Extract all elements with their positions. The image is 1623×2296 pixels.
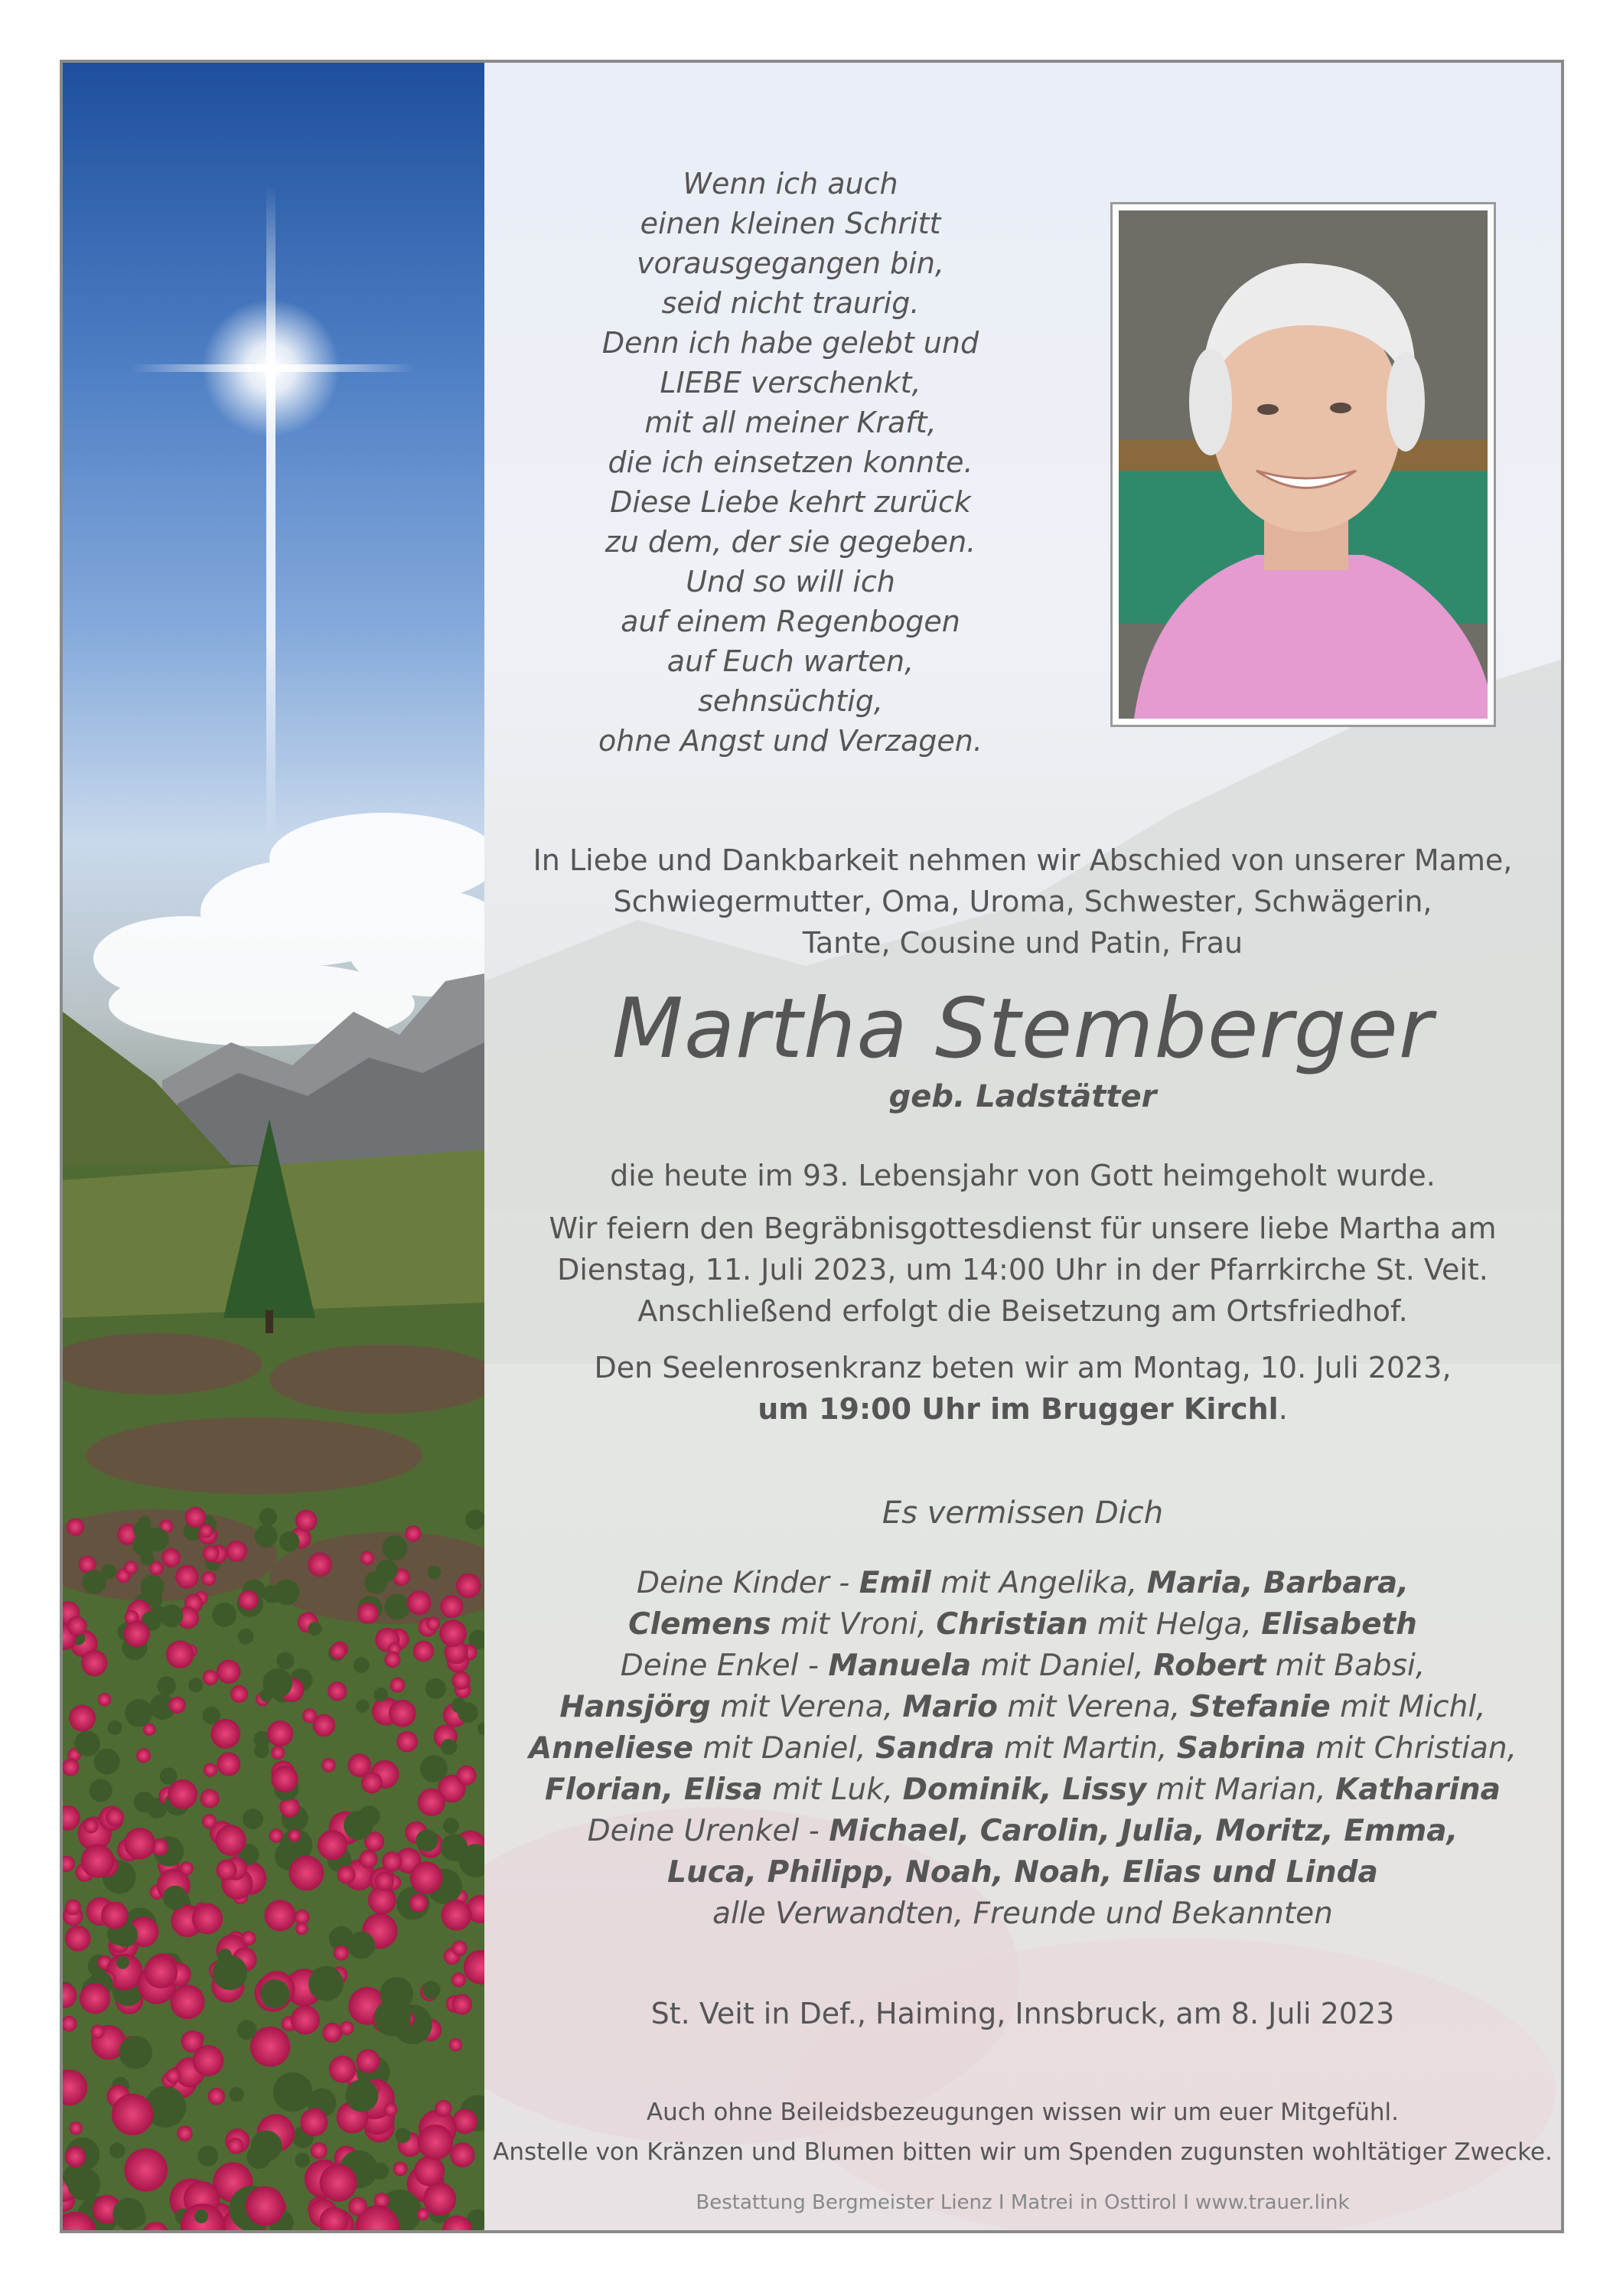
family-text: mit Vroni, — [771, 1607, 937, 1642]
landscape-image — [63, 63, 484, 2230]
family-text: mit Luk, — [762, 1773, 903, 1807]
obituary-card — [60, 60, 1564, 2233]
poem-line: Diese Liebe kehrt zurück — [610, 485, 971, 519]
rosary-line-1: Den Seelenrosenkranz beten wir am Montag, 10. Juli 2023, — [594, 1351, 1452, 1384]
family-name: Stefanie — [1189, 1690, 1331, 1724]
family-name: Manuela — [828, 1649, 972, 1683]
family-name: Clemens — [628, 1607, 771, 1642]
family-text: mit Angelika, — [930, 1566, 1147, 1600]
intro-line: In Liebe und Dankbarkeit nehmen wir Abschied von unserer Mame, — [533, 843, 1513, 877]
poem-line: einen kleinen Schritt — [640, 207, 941, 240]
landscape-strip — [63, 63, 484, 2230]
family-line — [484, 1563, 1561, 1604]
poem — [561, 164, 1020, 761]
family-name: Robert — [1153, 1649, 1266, 1683]
poem-line: auf Euch warten, — [666, 644, 914, 678]
poem-line: ohne Angst und Verzagen. — [598, 724, 983, 758]
family-text: alle Verwandten, Freunde und Bekannten — [712, 1896, 1333, 1931]
intro-line: Tante, Cousine und Patin, Frau — [802, 926, 1243, 960]
family-name: Sabrina — [1176, 1731, 1306, 1766]
family-name: Katharina — [1335, 1773, 1501, 1807]
family-line — [484, 1728, 1561, 1769]
closing-line: Auch ohne Beileidsbezeugungen wissen wir um euer Mitgefühl. — [646, 2099, 1400, 2126]
rosary-line-2 — [484, 1388, 1561, 1430]
family-name: Elisabeth — [1261, 1607, 1417, 1642]
portrait-photo — [1110, 202, 1496, 727]
funeral-info — [484, 1208, 1561, 1332]
funeral-line: Dienstag, 11. Juli 2023, um 14:00 Uhr in der Pfarrkirche St. Veit. — [557, 1253, 1488, 1287]
rosary-line-2-end: . — [1278, 1392, 1288, 1426]
family-line — [484, 1852, 1561, 1893]
rosary-time-place: um 19:00 Uhr im Brugger Kirchl — [758, 1392, 1279, 1426]
family-name: Sandra — [875, 1731, 995, 1766]
family-name: Michael, Carolin, Julia, Moritz, Emma, — [829, 1814, 1458, 1848]
family-line — [484, 1769, 1561, 1811]
main-panel — [484, 63, 1561, 2230]
family-name: Dominik, Lissy — [902, 1773, 1147, 1807]
rosary-info — [484, 1347, 1561, 1430]
age-line: die heute im 93. Lebensjahr von Gott heimgeholt wurde. — [610, 1159, 1436, 1192]
poem-line: zu dem, der sie gegeben. — [605, 525, 976, 559]
family-line — [484, 1687, 1561, 1728]
family-text: Deine Kinder - — [636, 1566, 859, 1600]
family-line — [484, 1604, 1561, 1645]
miss-heading: Es vermissen Dich — [882, 1495, 1164, 1531]
intro-text — [484, 840, 1561, 964]
family-text: mit Daniel, — [971, 1649, 1154, 1683]
funeral-home-footer: Bestattung Bergmeister Lienz I Matrei in Osttirol I www.trauer.link — [696, 2191, 1350, 2214]
family-text: Deine Urenkel - — [587, 1814, 829, 1848]
family-text: mit Martin, — [994, 1731, 1177, 1766]
family-line — [484, 1645, 1561, 1687]
family-name: Mario — [902, 1690, 998, 1724]
closing-text — [484, 2092, 1561, 2172]
family-text: mit Daniel, — [693, 1731, 876, 1766]
family-text: mit Verena, — [997, 1690, 1190, 1724]
intro-line: Schwiegermutter, Oma, Uroma, Schwester, Schwägerin, — [613, 885, 1432, 918]
family-text: mit Babsi, — [1266, 1649, 1426, 1683]
family-name: Emil — [859, 1566, 931, 1600]
family-name: Luca, Philipp, Noah, Noah, Elias und Linda — [667, 1855, 1378, 1890]
family-name: Maria, Barbara, — [1146, 1566, 1410, 1600]
family-name: Christian — [936, 1607, 1088, 1642]
poem-line: auf einem Regenbogen — [621, 605, 960, 638]
family-line — [484, 1811, 1561, 1852]
poem-line: sehnsüchtig, — [698, 684, 883, 718]
poem-line: mit all meiner Kraft, — [644, 406, 937, 439]
family-name: Florian, Elisa — [545, 1773, 763, 1807]
family-text: mit Christian, — [1305, 1731, 1517, 1766]
poem-line: Und so will ich — [686, 565, 895, 598]
poem-line: vorausgegangen bin, — [636, 246, 945, 280]
family-text: Deine Enkel - — [620, 1649, 829, 1683]
family-text: mit Marian, — [1146, 1773, 1336, 1807]
cross-icon — [132, 185, 415, 843]
funeral-line: Wir feiern den Begräbnisgottesdienst für unsere liebe Martha am — [549, 1212, 1497, 1245]
poem-line: Wenn ich auch — [683, 167, 898, 201]
maiden-name: geb. Ladstätter — [888, 1079, 1157, 1114]
family-name: Hansjörg — [559, 1690, 711, 1724]
closing-line: Anstelle von Kränzen und Blumen bitten wir um Spenden zugunsten wohltätiger Zwecke. — [493, 2138, 1553, 2166]
poem-line: Denn ich habe gelebt und — [601, 326, 979, 360]
family-name: Anneliese — [528, 1731, 693, 1766]
deceased-name: Martha Stemberger — [611, 981, 1434, 1077]
family-text: mit Verena, — [710, 1690, 903, 1724]
place-date: St. Veit in Def., Haiming, Innsbruck, am 8. Juli 2023 — [650, 1997, 1395, 2030]
family-list — [484, 1563, 1561, 1935]
poem-line: seid nicht traurig. — [661, 286, 920, 320]
family-text: mit Helga, — [1087, 1607, 1262, 1642]
poem-line: die ich einsetzen konnte. — [608, 445, 973, 479]
family-text: mit Michl, — [1330, 1690, 1486, 1724]
family-line — [484, 1893, 1561, 1935]
funeral-line: Anschließend erfolgt die Beisetzung am Ortsfriedhof. — [637, 1294, 1408, 1328]
poem-line: LIEBE verschenkt, — [660, 366, 921, 400]
portrait-image — [1119, 210, 1488, 719]
